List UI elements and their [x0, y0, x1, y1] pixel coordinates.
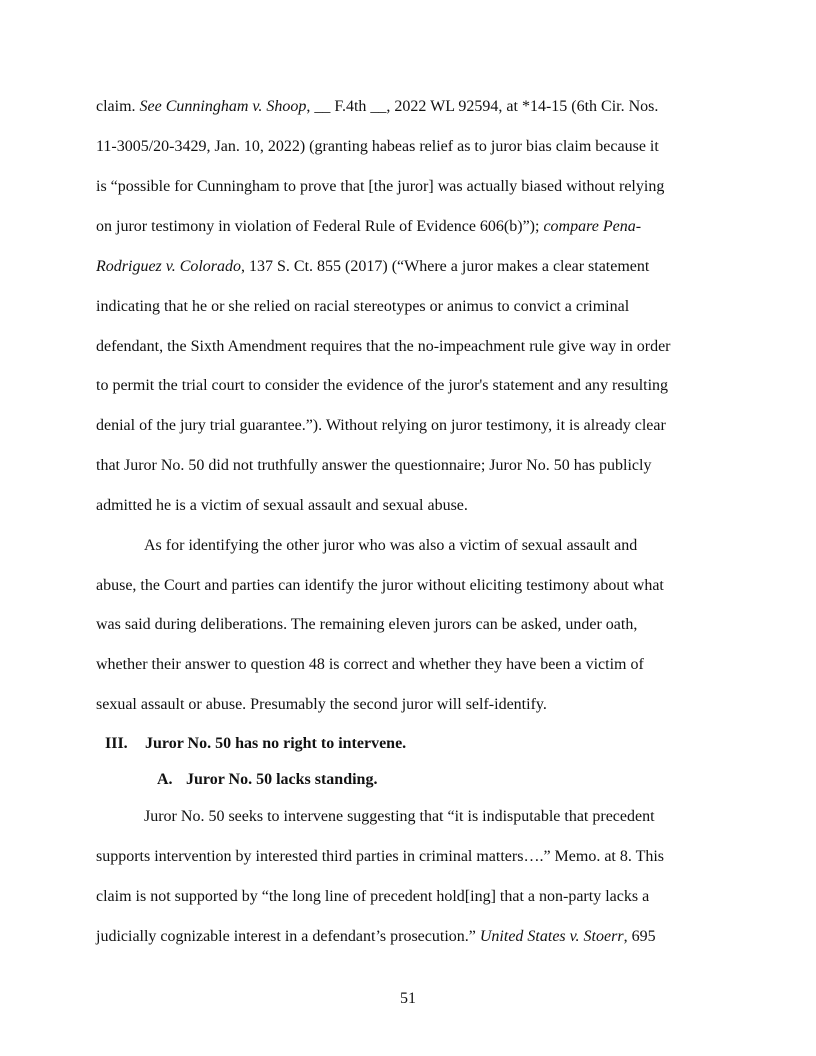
text-line: Rodriguez v. Colorado, 137 S. Ct. 855 (2017) (“Where a juror makes a clear statement — [96, 258, 650, 275]
text-line: 11-3005/20-3429, Jan. 10, 2022) (granting habeas relief as to juror bias claim because it — [96, 138, 659, 155]
text-line: is “possible for Cunningham to prove that [the juror] was actually biased without relying — [96, 178, 665, 195]
text-line: was said during deliberations. The remaining eleven jurors can be asked, under oath, — [96, 616, 638, 633]
section-heading-text: Juror No. 50 has no right to intervene. — [145, 735, 407, 752]
text-line: that Juror No. 50 did not truthfully answer the questionnaire; Juror No. 50 has publicly — [96, 457, 652, 474]
text-line: supports intervention by interested third parties in criminal matters….” Memo. at 8. This — [96, 848, 665, 865]
text-line: to permit the trial court to consider the evidence of the juror's statement and any resulting — [96, 377, 669, 394]
text-line: abuse, the Court and parties can identify the juror without eliciting testimony about what — [96, 577, 664, 594]
text-line: As for identifying the other juror who was also a victim of sexual assault and — [144, 537, 638, 554]
text-line: admitted he is a victim of sexual assault and sexual abuse. — [96, 497, 468, 514]
text-line: defendant, the Sixth Amendment requires that the no-impeachment rule give way in order — [96, 338, 671, 355]
text-line: claim. See Cunningham v. Shoop, __ F.4th __, 2022 WL 92594, at *14-15 (6th Cir. Nos. — [96, 98, 659, 115]
text-line: on juror testimony in violation of Federal Rule of Evidence 606(b)”); compare Pena- — [96, 218, 642, 235]
text-line: denial of the jury trial guarantee.”). Without relying on juror testimony, it is already clear — [96, 417, 666, 434]
text-line: claim is not supported by “the long line of precedent hold[ing] that a non-party lacks a — [96, 888, 650, 905]
subsection-heading-number: A. — [157, 771, 173, 788]
text-line: Juror No. 50 seeks to intervene suggesting that “it is indisputable that precedent — [144, 808, 655, 825]
text-line: indicating that he or she relied on racial stereotypes or animus to convict a criminal — [96, 298, 630, 315]
subsection-heading-text: Juror No. 50 lacks standing. — [186, 771, 378, 788]
section-heading-number: III. — [105, 735, 128, 752]
text-line: whether their answer to question 48 is correct and whether they have been a victim of — [96, 656, 644, 673]
text-line: sexual assault or abuse. Presumably the second juror will self-identify. — [96, 696, 547, 713]
page-number: 51 — [400, 990, 416, 1007]
text-line: judicially cognizable interest in a defendant’s prosecution.” United States v. Stoerr, 695 — [96, 928, 656, 945]
